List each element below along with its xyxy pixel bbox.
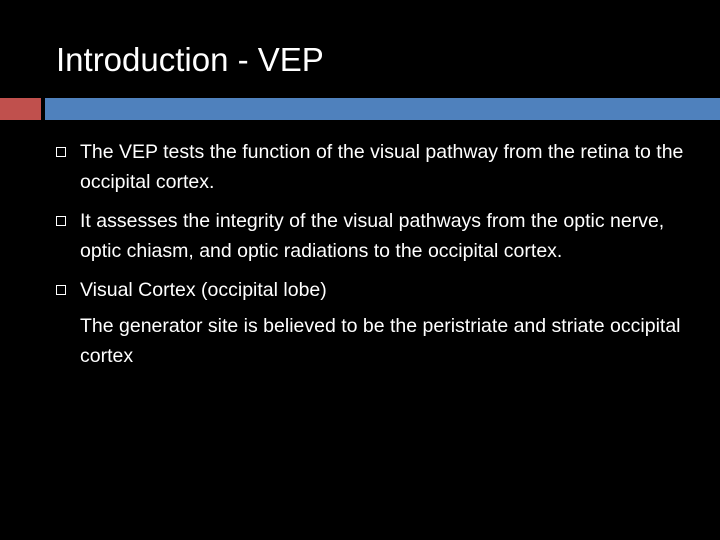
accent-bar-right bbox=[45, 98, 720, 120]
slide-title: Introduction - VEP bbox=[56, 41, 324, 78]
bullet-list bbox=[56, 137, 696, 371]
bullet-item bbox=[56, 275, 696, 305]
accent-bar-left bbox=[0, 98, 41, 120]
bullet-item bbox=[56, 137, 696, 197]
square-bullet-icon bbox=[56, 285, 66, 295]
bullet-text: The VEP tests the function of the visual pathway from the retina to the occipital cortex. bbox=[80, 141, 684, 193]
bullet-text: Visual Cortex (occipital lobe) bbox=[80, 279, 327, 301]
square-bullet-icon bbox=[56, 216, 66, 226]
bullet-item bbox=[56, 206, 696, 266]
square-bullet-icon bbox=[56, 147, 66, 157]
bullet-text: It assesses the integrity of the visual pathways from the optic nerve, optic chiasm, and optic radiations to the occipital cortex. bbox=[80, 210, 665, 262]
note-paragraph: The generator site is believed to be the peristriate and striate occipital cortex bbox=[80, 315, 681, 367]
